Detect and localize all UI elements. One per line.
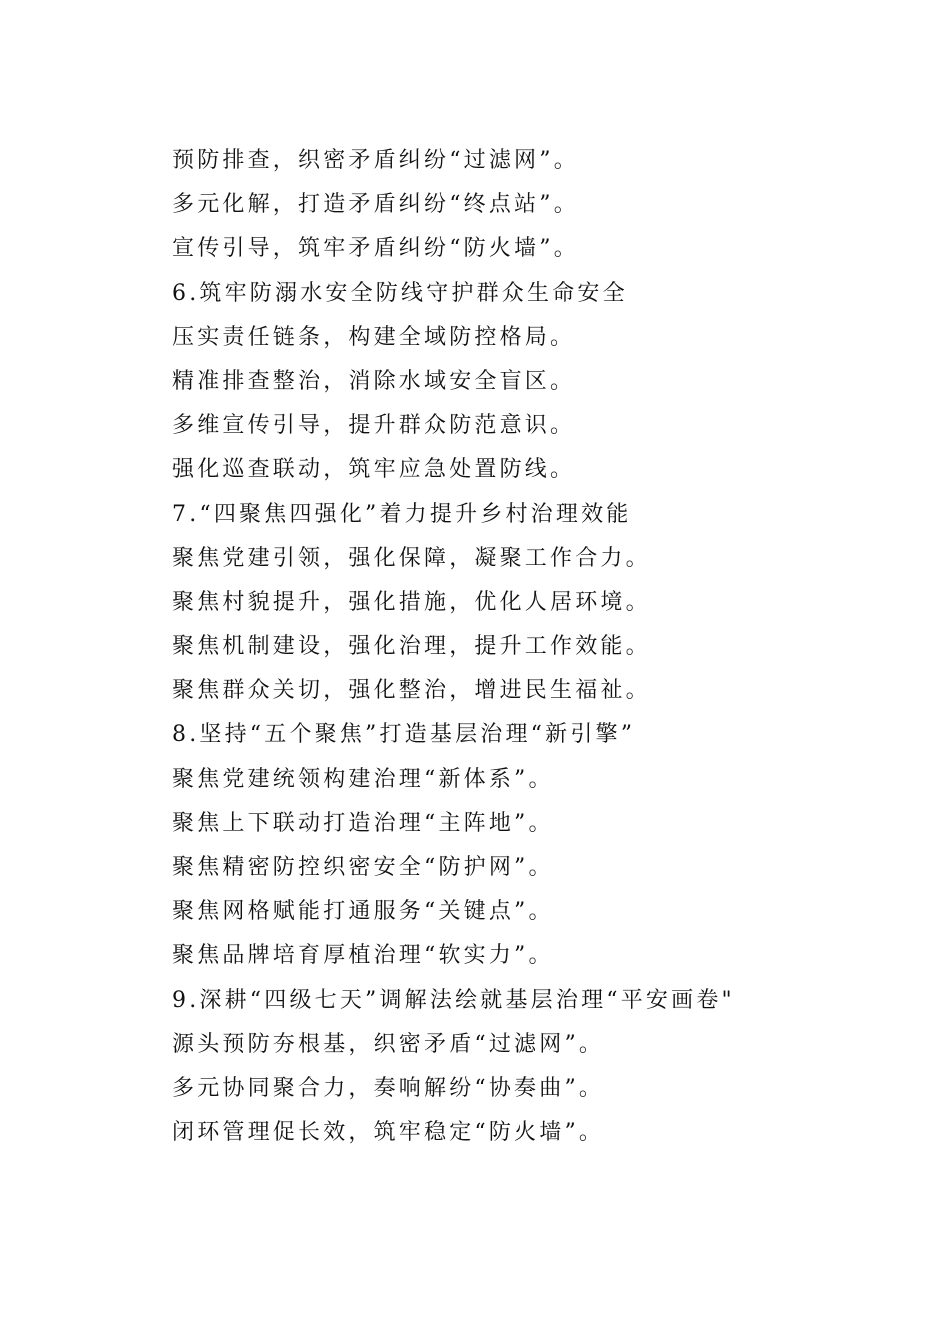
- text-line: 压实责任链条，构建全域防控格局。: [172, 324, 576, 350]
- text-line: 预防排查，织密矛盾纠纷“过滤网”。: [172, 148, 579, 173]
- text-line: 聚焦群众关切，强化整治，增进民生福祉。: [172, 678, 651, 704]
- document-body: [172, 139, 892, 1155]
- section-heading: 9.深耕“四级七天”调解法绘就基层治理“平安画卷": [172, 987, 735, 1013]
- text-line: 聚焦机制建设，强化治理，提升工作效能。: [172, 634, 651, 660]
- text-line: 聚焦党建统领构建治理“新体系”。: [172, 766, 554, 792]
- section-heading: 7.“四聚焦四强化”着力提升乡村治理效能: [172, 501, 632, 527]
- text-line: 闭环管理促长效，筑牢稳定“防火墙”。: [172, 1120, 605, 1146]
- text-line: 聚焦村貌提升，强化措施，优化人居环境。: [172, 589, 651, 615]
- section-heading: 6.筑牢防溺水安全防线守护群众生命安全: [172, 280, 628, 306]
- text-line: 多元协同聚合力，奏响解纷“协奏曲”。: [172, 1075, 605, 1101]
- text-line: 聚焦网格赋能打通服务“关键点”。: [172, 899, 554, 925]
- text-line: 聚焦党建引领，强化保障，凝聚工作合力。: [172, 545, 651, 571]
- text-line: 强化巡查联动，筑牢应急处置防线。: [172, 457, 576, 483]
- text-line: 聚焦上下联动打造治理“主阵地”。: [172, 810, 554, 836]
- section-heading: 8.坚持“五个聚焦”打造基层治理“新引擎”: [172, 722, 636, 748]
- text-line: 聚焦精密防控织密安全“防护网”。: [172, 855, 554, 880]
- text-line: 宣传引导，筑牢矛盾纠纷“防火墙”。: [172, 236, 579, 262]
- text-line: 聚焦品牌培育厚植治理“软实力”。: [172, 943, 554, 969]
- text-line: 多维宣传引导，提升群众防范意识。: [172, 413, 576, 439]
- text-line: 精准排查整治，消除水域安全盲区。: [172, 368, 576, 394]
- text-line: 多元化解，打造矛盾纠纷“终点站”。: [172, 192, 579, 218]
- text-line: 源头预防夯根基，织密矛盾“过滤网”。: [172, 1031, 605, 1057]
